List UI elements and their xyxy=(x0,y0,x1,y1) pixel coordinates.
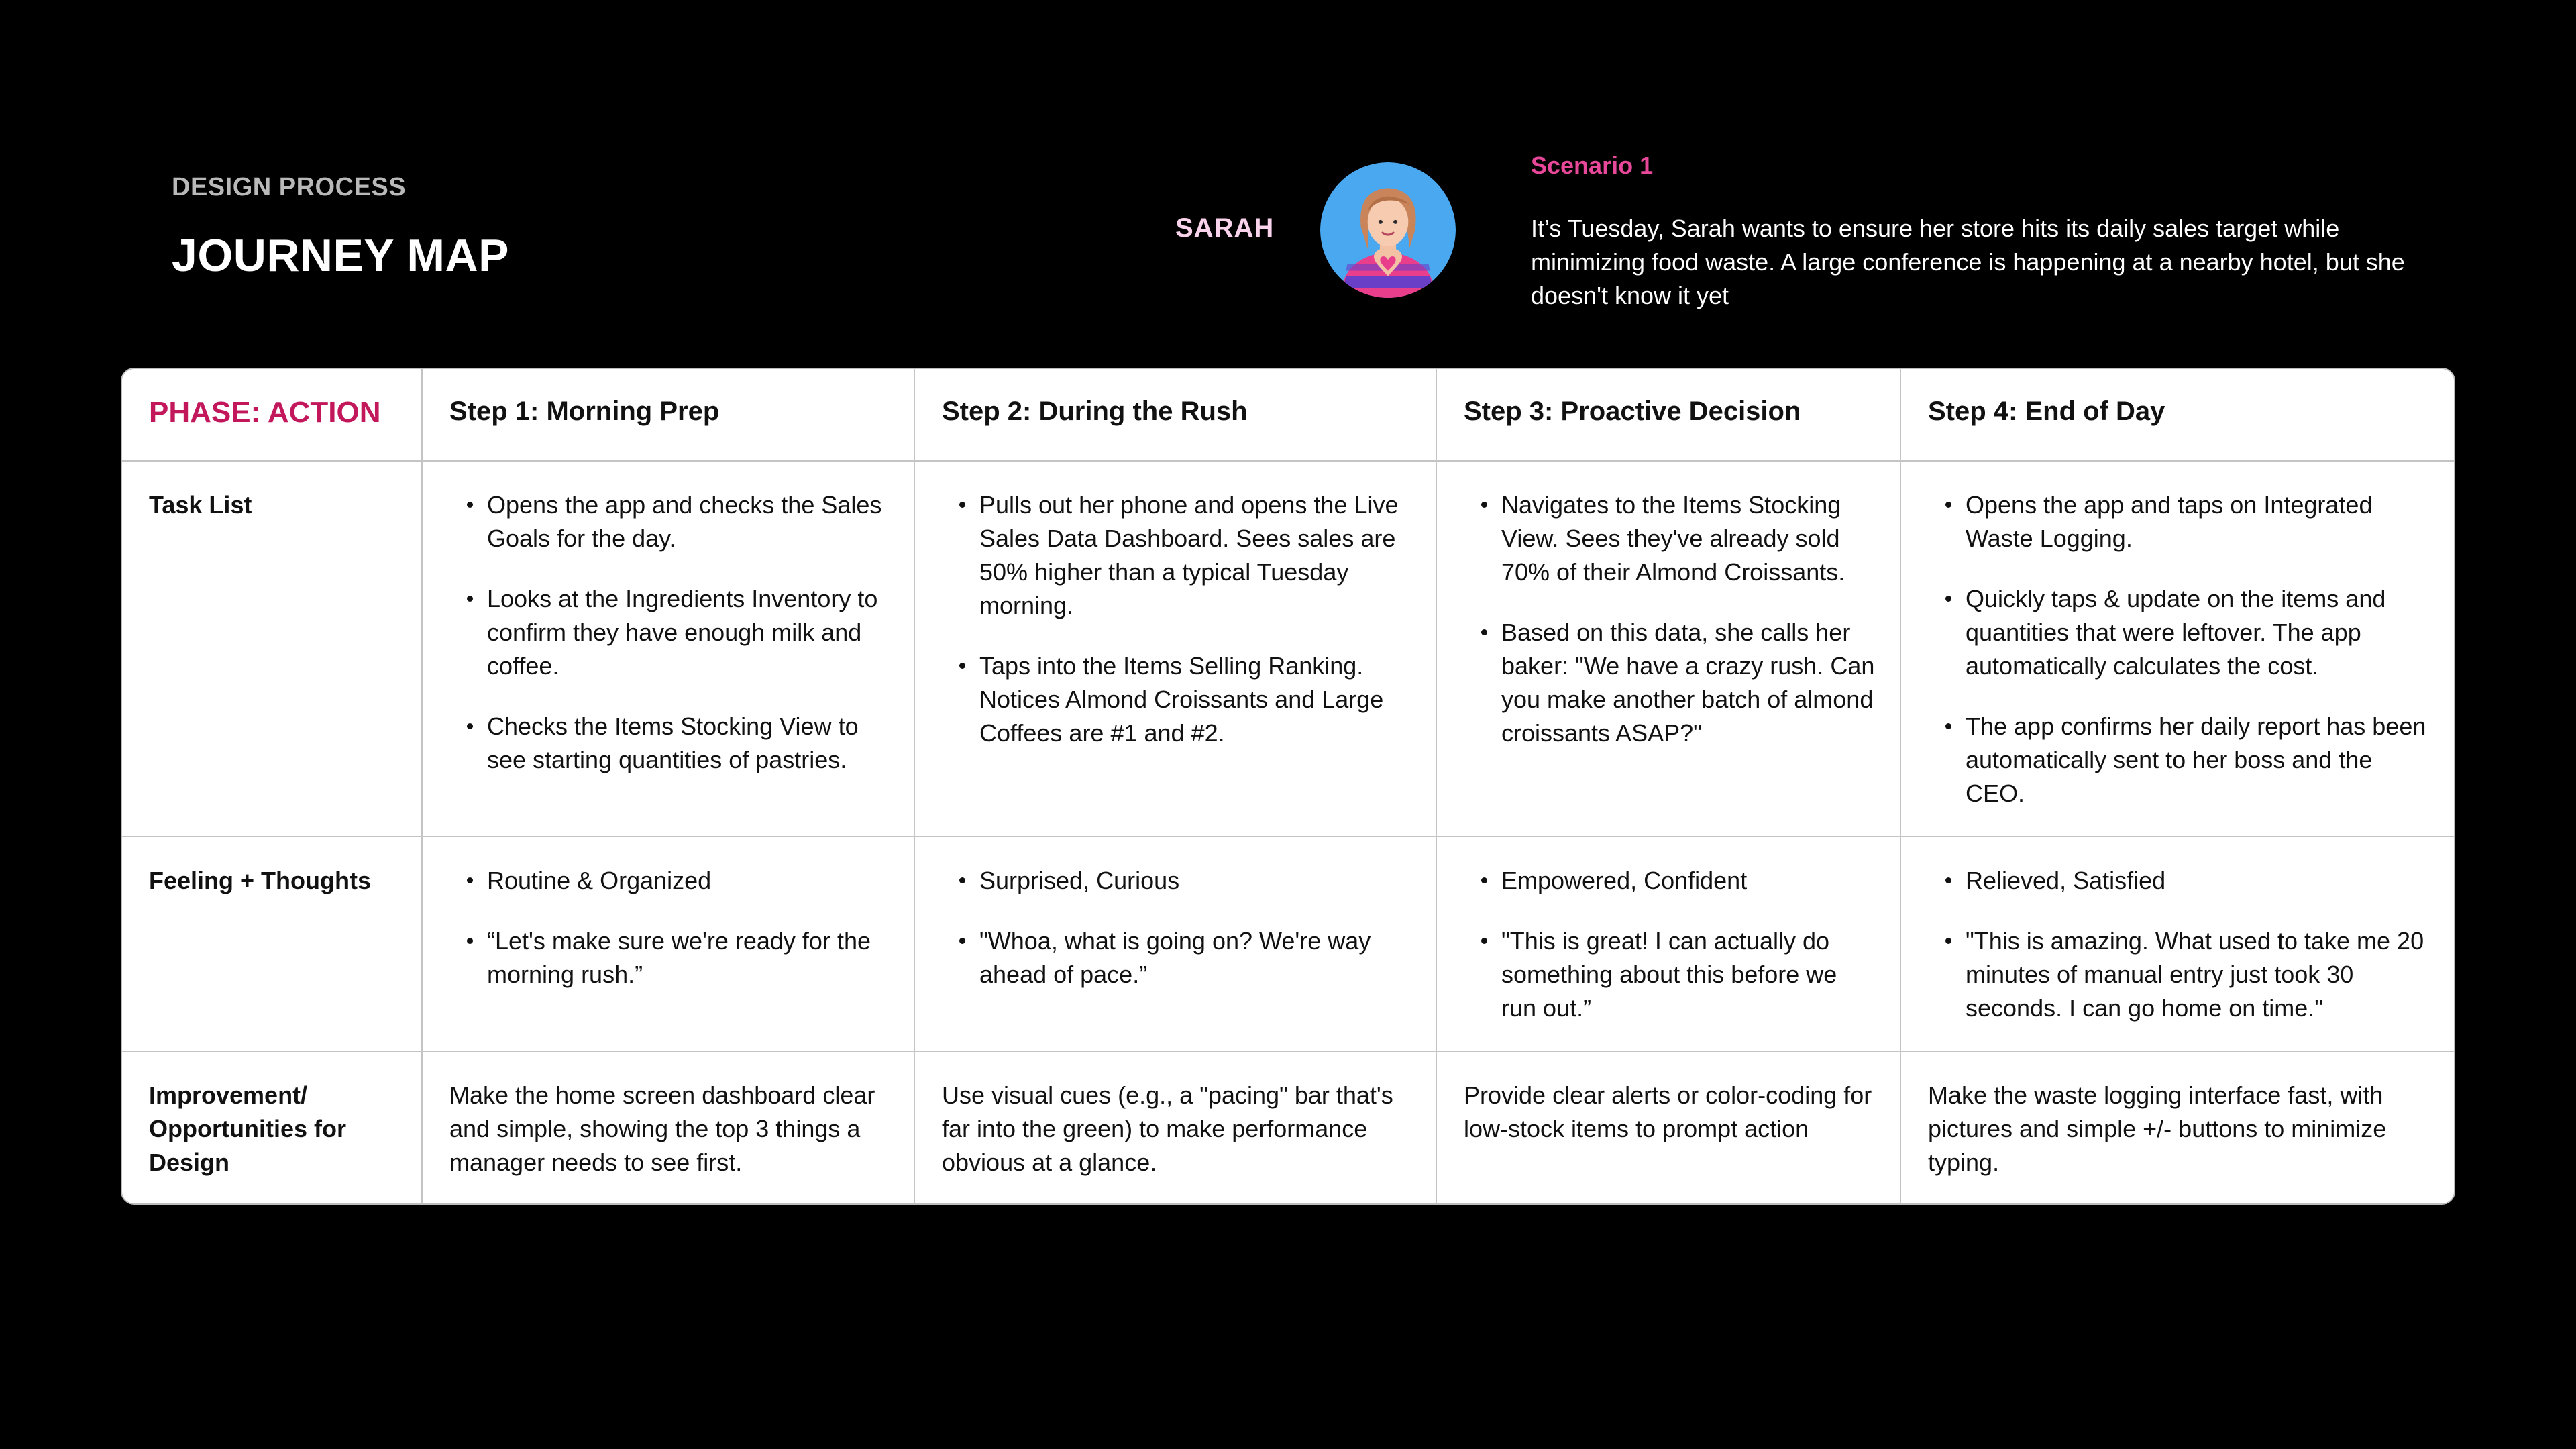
list-item: Relieved, Satisfied xyxy=(1966,864,2430,898)
list-item: Looks at the Ingredients Inventory to confirm they have enough milk and coffee. xyxy=(487,582,890,683)
task-cell-step-1 xyxy=(423,462,915,837)
journey-map-table xyxy=(121,368,2455,1205)
persona-name: SARAH xyxy=(1175,213,1275,243)
list-item: Based on this data, she calls her baker: "We have a crazy rush. Can you make another batch of almond croissants ASAP?" xyxy=(1501,616,1876,750)
list-item: Empowered, Confident xyxy=(1501,864,1876,898)
step-header-1: Step 1: Morning Prep xyxy=(423,369,915,462)
feeling-cell-step-3 xyxy=(1437,837,1901,1052)
list-item: Opens the app and taps on Integrated Waste Logging. xyxy=(1966,488,2430,555)
list-item: Pulls out her phone and opens the Live Sales Data Dashboard. Sees sales are 50% higher than a typical Tuesday morning. xyxy=(979,488,1411,623)
persona-avatar-icon xyxy=(1320,162,1456,298)
list-item: Taps into the Items Selling Ranking. Notices Almond Croissants and Large Coffees are #1 and #2. xyxy=(979,649,1411,750)
row-label-feelings: Feeling + Thoughts xyxy=(122,837,423,1052)
opportunity-cell-step-3: Provide clear alerts or color-coding for low-stock items to prompt action xyxy=(1437,1052,1901,1203)
step-header-4: Step 4: End of Day xyxy=(1901,369,2454,462)
list-item: The app confirms her daily report has been automatically sent to her boss and the CEO. xyxy=(1966,710,2430,810)
opportunity-cell-step-1: Make the home screen dashboard clear and simple, showing the top 3 things a manager needs to see first. xyxy=(423,1052,915,1203)
feeling-cell-step-1 xyxy=(423,837,915,1052)
phase-label: PHASE: ACTION xyxy=(122,369,423,462)
task-cell-step-3 xyxy=(1437,462,1901,837)
step-header-3: Step 3: Proactive Decision xyxy=(1437,369,1901,462)
row-label-task-list: Task List xyxy=(122,462,423,837)
row-label-opportunities: Improvement/ Opportunities for Design xyxy=(122,1052,423,1203)
list-item: Checks the Items Stocking View to see starting quantities of pastries. xyxy=(487,710,890,777)
scenario-text: It’s Tuesday, Sarah wants to ensure her store hits its daily sales target while minimizing food waste. A large conference is happening at a nearby hotel, but she doesn't know it yet xyxy=(1531,215,2405,309)
opportunity-cell-step-2: Use visual cues (e.g., a "pacing" bar that's far into the green) to make performance obvious at a glance. xyxy=(915,1052,1437,1203)
scenario-label: Scenario 1 xyxy=(1531,152,1654,179)
list-item: “Let's make sure we're ready for the morning rush.” xyxy=(487,924,890,991)
task-cell-step-4 xyxy=(1901,462,2454,837)
list-item: Opens the app and checks the Sales Goals for the day. xyxy=(487,488,890,555)
list-item: Surprised, Curious xyxy=(979,864,1411,898)
task-cell-step-2 xyxy=(915,462,1437,837)
list-item: "This is great! I can actually do something about this before we run out.” xyxy=(1501,924,1876,1025)
list-item: Navigates to the Items Stocking View. Sees they've already sold 70% of their Almond Croissants. xyxy=(1501,488,1876,589)
list-item: "This is amazing. What used to take me 20 minutes of manual entry just took 30 seconds. I can go home on time." xyxy=(1966,924,2430,1025)
feeling-cell-step-2 xyxy=(915,837,1437,1052)
page-title: JOURNEY MAP xyxy=(172,230,510,281)
opportunity-cell-step-4: Make the waste logging interface fast, with pictures and simple +/- buttons to minimize typing. xyxy=(1928,1081,2387,1176)
section-eyebrow: DESIGN PROCESS xyxy=(172,173,407,201)
list-item: Routine & Organized xyxy=(487,864,890,898)
feeling-cell-step-4 xyxy=(1901,837,2454,1052)
list-item: Quickly taps & update on the items and quantities that were leftover. The app automatically calculates the cost. xyxy=(1966,582,2430,683)
step-header-2: Step 2: During the Rush xyxy=(915,369,1437,462)
list-item: "Whoa, what is going on? We're way ahead of pace.” xyxy=(979,924,1411,991)
